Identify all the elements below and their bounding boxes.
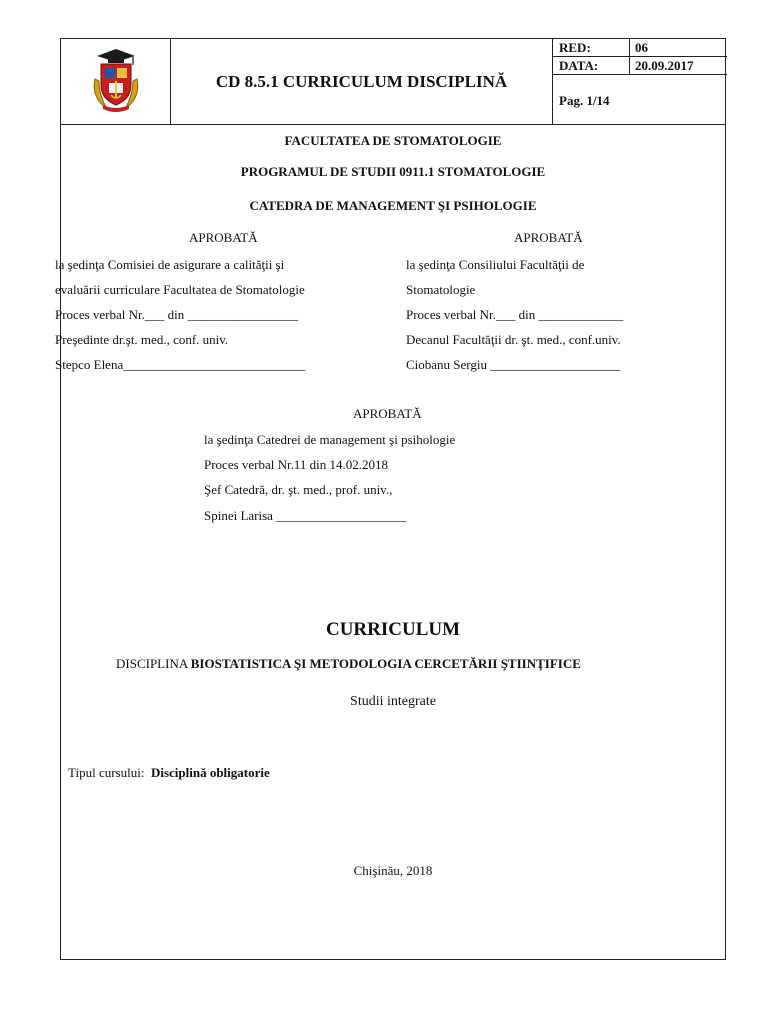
page-number: Pag. 1/14 [559, 93, 610, 108]
red-label: RED: [559, 40, 591, 55]
place-year: Chişinău, 2018 [353, 863, 433, 878]
approval-right-line: Ciobanu Sergiu ____________________ [406, 357, 621, 372]
department-name: CATEDRA DE MANAGEMENT ŞI PSIHOLOGIE [249, 198, 537, 213]
data-label: DATA: [559, 58, 599, 73]
discipline-line [116, 656, 581, 672]
approval-right-line: Stomatologie [406, 282, 476, 297]
logo-cell [61, 39, 171, 125]
approval-right-line: la şedinţa Consiliului Facultăţii de [406, 257, 585, 272]
study-type: Studii integrate [350, 694, 436, 709]
title-cell [171, 39, 553, 125]
red-value: 06 [635, 40, 648, 55]
approval-center-line: la şedinţa Catedrei de management şi psihologie [204, 432, 456, 447]
approval-right-line: Decanul Facultăţii dr. şt. med., conf.univ. [406, 332, 621, 347]
curriculum-title: CURRICULUM [325, 619, 461, 640]
study-program: PROGRAMUL DE STUDII 0911.1 STOMATOLOGIE [240, 164, 546, 179]
approval-left-line: evaluării curriculare Facultatea de Stomatologie [55, 282, 305, 297]
faculty-name: FACULTATEA DE STOMATOLOGIE [284, 133, 502, 148]
discipline-prefix: DISCIPLINA [116, 656, 191, 671]
approval-right-line: Proces verbal Nr.___ din _____________ [406, 307, 624, 322]
approval-center-line: Spinei Larisa ____________________ [204, 508, 407, 523]
course-type-label: Tipul cursului: [68, 765, 145, 780]
course-type-value: Disciplină obligatorie [150, 765, 270, 780]
approval-left-heading: APROBATĂ [189, 230, 258, 245]
approval-center-line: Proces verbal Nr.11 din 14.02.2018 [204, 457, 389, 472]
data-value: 20.09.2017 [635, 58, 694, 73]
approval-left-line: la şedinţa Comisiei de asigurare a calităţii şi [55, 257, 285, 272]
document-page [55, 38, 726, 960]
approval-center-line: Şef Catedră, dr. şt. med., prof. univ., [204, 482, 393, 497]
approval-left-line: Preşedinte dr.şt. med., conf. univ. [55, 332, 229, 347]
revision-meta [553, 39, 727, 125]
document-header [61, 39, 725, 125]
approval-left-line: Stepco Elena____________________________ [55, 357, 306, 372]
approval-center-heading: APROBATĂ [353, 406, 422, 421]
university-crest-icon [89, 49, 143, 113]
document-code-title: CD 8.5.1 CURRICULUM DISCIPLINĂ [215, 72, 508, 91]
approval-left-line: Proces verbal Nr.___ din _________________ [55, 307, 299, 322]
discipline-name: BIOSTATISTICA ŞI METODOLOGIA CERCETĂRII ŞTIINŢIFICE [190, 656, 581, 671]
course-type-line [68, 765, 270, 781]
approval-right-heading: APROBATĂ [514, 230, 583, 245]
